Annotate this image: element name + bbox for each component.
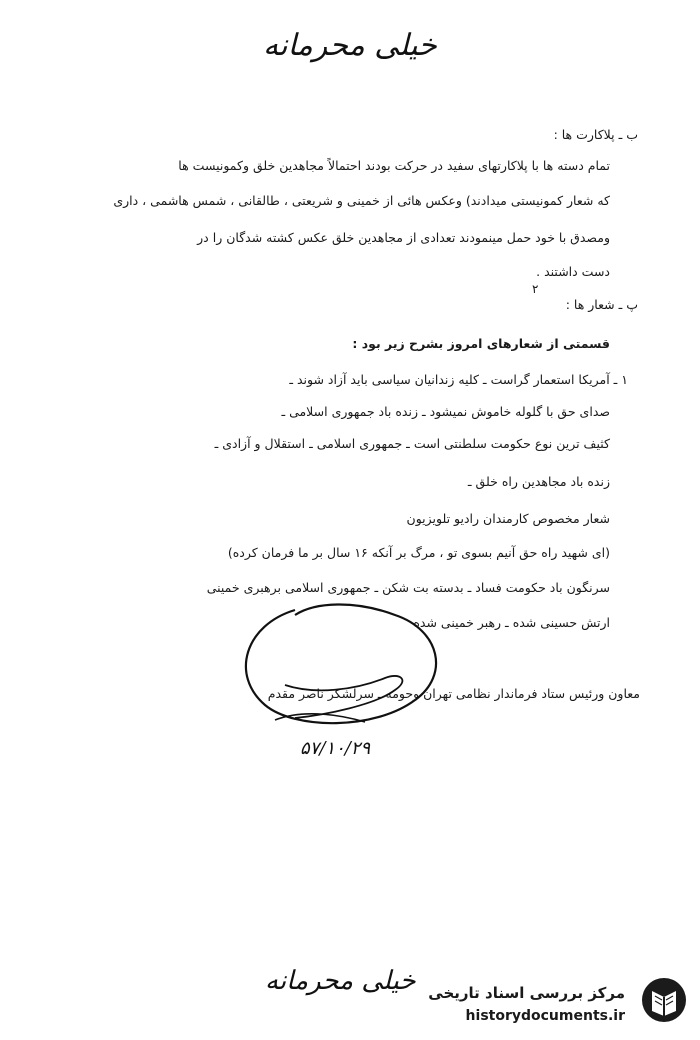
body-line-3: ومصدق با خود حمل مینمودند تعدادی از مجاهدین خلق عکس کشته شدگان را در [197, 230, 610, 245]
header-classification-title: خیلی محرمانه [263, 28, 437, 63]
page-marker-number: ۲ [532, 282, 539, 296]
footer-classification-title: خیلی محرمانه [265, 966, 416, 996]
slogans-intro: قسمتی از شعارهای امروز بشرح زیر بود : [352, 336, 610, 351]
archive-website-link[interactable]: historydocuments.ir [465, 1008, 625, 1024]
slogan-line-7: سرنگون باد حکومت فساد ـ بدسته ‌بت شکن ـ جمهوری اسلامی برهبری خمینی [206, 580, 610, 595]
body-line-2: که شعار کمونیستی میدادند) وعکس هائی از خمینی و شریعتی ، طالقانی ، شمس‌ هاشمی ، داری [113, 193, 610, 208]
slogan-line-5: شعار مخصوص کارمندان رادیو تلویزیون [406, 511, 610, 526]
signature-date: ۵۷/۱۰/۲۹ [300, 738, 371, 759]
slogan-line-3: کثیف ترین نوع حکومت سلطنتی است ـ جمهوری اسلامی ـ استقلال و آزادی ـ [214, 436, 610, 451]
slogan-line-1: ۱ ـ آمریکا استعمار گراست ـ کلیه زندانیان سیاسی باید آزاد شوند ـ [289, 372, 628, 387]
slogan-line-8: ارتش حسینی شده ـ رهبر خمینی شده [413, 615, 610, 630]
book-logo-icon [640, 975, 688, 1025]
signatory-title: معاون ورئیس ستاد فرماندار نظامی تهران وحومه ـ سرلشکر ناصر مقدم [267, 686, 640, 701]
archive-center-name: مرکز بررسی اسناد تاریخی [428, 984, 625, 1002]
handwritten-signature [225, 590, 465, 740]
body-line-1: تمام دسته ها با پلاکارتهای سفید در حرکت بودند احتمالاً مجاهدین خلق وکمونیست ها [178, 158, 610, 173]
section-p-heading: پ ـ شعار ها : [565, 297, 638, 312]
body-line-4: دست داشتند . [536, 264, 610, 279]
slogan-line-2: صدای حق با گلوله خاموش نمیشود ـ زنده باد جمهوری اسلامی ـ [281, 404, 610, 419]
section-b-heading: ب ـ پلاکارت ها : [553, 127, 638, 142]
slogan-line-6: (ای شهید راه حق آنیم بسوی تو ، مرگ بر آنکه ۱۶ سال بر ما فرمان کرده) [227, 545, 610, 560]
slogan-line-4: زنده باد مجاهدین راه خلق ـ [467, 474, 610, 489]
